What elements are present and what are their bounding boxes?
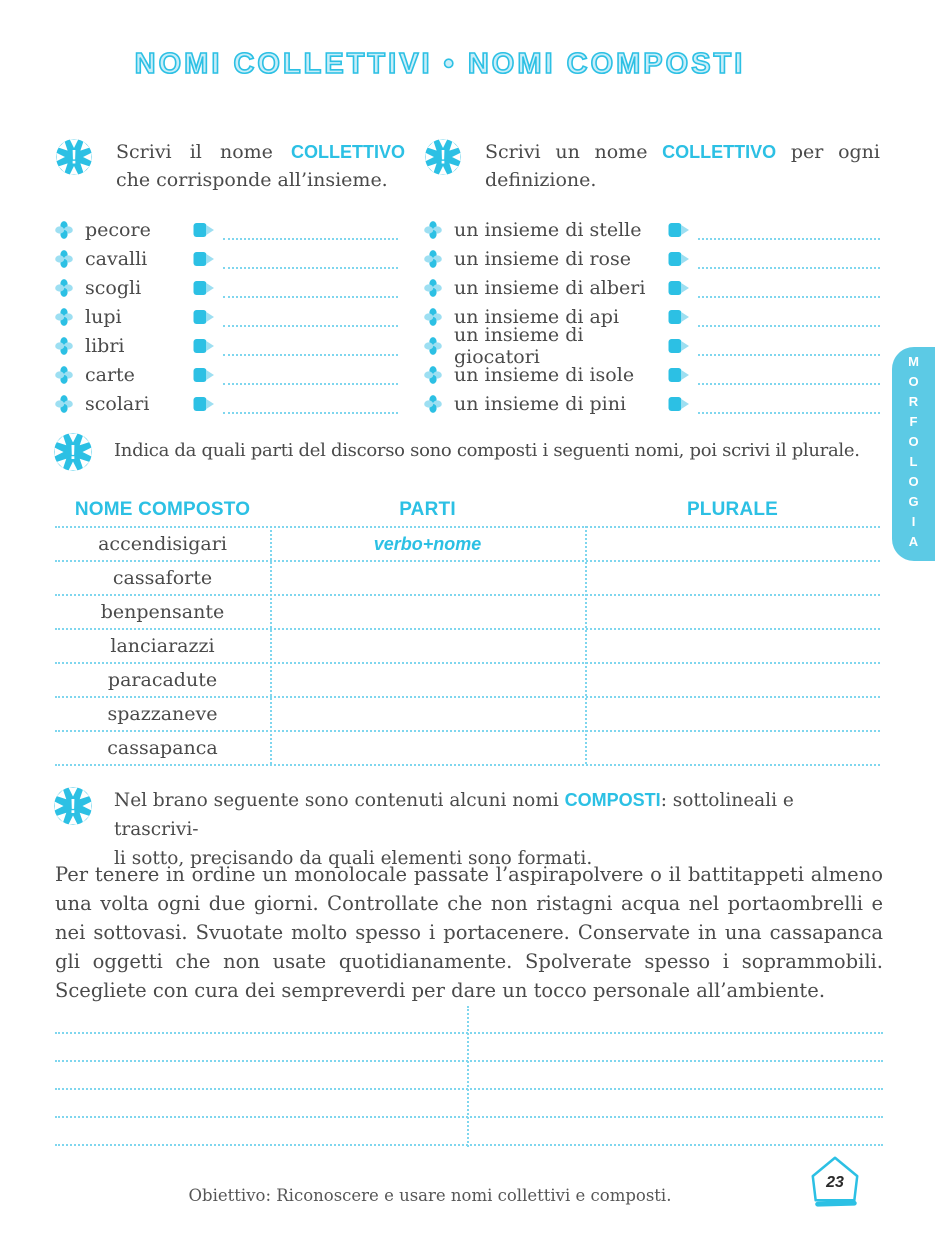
word-label: cavalli	[85, 247, 148, 270]
instruction-text: che corrisponde all’insieme.	[116, 169, 388, 191]
table-row	[55, 596, 880, 630]
cell-parti[interactable]	[270, 596, 585, 628]
answer-column-divider	[467, 1006, 469, 1147]
page-number-house-icon	[806, 1151, 864, 1209]
cell-parti[interactable]	[270, 698, 585, 730]
answer-blank[interactable]	[698, 394, 880, 414]
answer-line[interactable]	[55, 1034, 883, 1062]
svg-text:!: !	[70, 147, 78, 169]
answer-blank[interactable]	[698, 249, 880, 269]
answer-blank[interactable]	[223, 365, 398, 385]
answer-blank[interactable]	[223, 220, 398, 240]
section-tab-morfologia	[892, 347, 935, 561]
pencil-icon	[668, 280, 690, 296]
instruction-text: Scrivi il nome	[116, 141, 273, 163]
instruction-text: per ogni definizione.	[485, 141, 881, 191]
cell-plurale[interactable]	[585, 630, 880, 662]
definition-label: un insieme di stelle	[454, 218, 642, 241]
list-item	[55, 302, 398, 331]
cell-plurale[interactable]	[585, 562, 880, 594]
list-item	[424, 389, 880, 418]
keyword-collettivo: COLLETTIVO	[662, 142, 777, 162]
clover-bullet-icon	[424, 337, 442, 355]
list-item	[55, 244, 398, 273]
clover-bullet-icon	[424, 308, 442, 326]
definition-label: un insieme di giocatori	[454, 323, 584, 368]
instruction-text: Scrivi un nome	[485, 141, 648, 163]
answer-line[interactable]	[55, 1118, 883, 1146]
exercise1-list	[55, 215, 398, 418]
cell-parti[interactable]	[270, 630, 585, 662]
list-item	[424, 273, 880, 302]
word-label: pecore	[85, 218, 151, 241]
pencil-icon	[193, 309, 215, 325]
clover-bullet-icon	[424, 221, 442, 239]
answer-blank[interactable]	[698, 220, 880, 240]
clover-bullet-icon	[55, 366, 73, 384]
list-item	[424, 244, 880, 273]
answer-blank[interactable]	[223, 278, 398, 298]
cell-nome-composto: accendisigari	[98, 533, 227, 555]
pencil-icon	[193, 222, 215, 238]
definition-label: un insieme di isole	[454, 363, 635, 386]
footer-objective: Obiettivo: Riconoscere e usare nomi collettivi e composti.	[188, 1186, 672, 1205]
cell-plurale[interactable]	[585, 596, 880, 628]
word-label: carte	[85, 363, 135, 386]
pencil-icon	[668, 367, 690, 383]
cell-nome-composto: cassaforte	[112, 567, 213, 589]
table-row	[55, 732, 880, 766]
page-number: 23	[826, 1174, 844, 1191]
pencil-icon	[668, 309, 690, 325]
clover-bullet-icon	[55, 279, 73, 297]
cell-parti[interactable]: verbo+nome	[373, 533, 482, 554]
cell-plurale[interactable]	[585, 732, 880, 764]
list-item	[55, 360, 398, 389]
table-row	[55, 698, 880, 732]
list-item	[424, 215, 880, 244]
col-header-nome-composto: NOME COMPOSTO	[74, 499, 251, 520]
exercise1-header	[55, 138, 407, 194]
cell-plurale[interactable]	[585, 528, 880, 560]
pencil-icon	[668, 251, 690, 267]
answer-blank[interactable]	[223, 394, 398, 414]
list-item	[424, 323, 880, 368]
list-item	[55, 331, 398, 360]
sun-exclamation-icon	[424, 138, 462, 176]
answer-blank[interactable]	[698, 307, 880, 327]
compound-nouns-table	[55, 494, 880, 764]
answer-blank[interactable]	[223, 307, 398, 327]
section-tab-label: MORFOLOGIA	[906, 354, 921, 554]
answer-blank[interactable]	[223, 336, 398, 356]
definition-label: un insieme di pini	[454, 392, 627, 415]
table-row	[55, 562, 880, 596]
cell-parti[interactable]	[270, 562, 585, 594]
answer-line[interactable]	[55, 1090, 883, 1118]
exercise2-header	[424, 138, 882, 194]
word-label: scolari	[85, 392, 150, 415]
sun-exclamation-icon	[53, 786, 91, 824]
word-label: scogli	[85, 276, 142, 299]
list-item	[55, 273, 398, 302]
pencil-icon	[668, 338, 690, 354]
answer-blank[interactable]	[223, 249, 398, 269]
sun-exclamation-icon	[55, 138, 93, 176]
list-item	[55, 389, 398, 418]
keyword-collettivo: COLLETTIVO	[291, 142, 405, 162]
cell-parti[interactable]	[270, 664, 585, 696]
table-row	[55, 664, 880, 698]
clover-bullet-icon	[55, 395, 73, 413]
answer-area	[55, 1006, 883, 1147]
pencil-icon	[668, 222, 690, 238]
answer-line[interactable]	[55, 1062, 883, 1090]
instruction-text: : sottolineali e trascrivi-	[114, 790, 794, 840]
table-row	[55, 528, 880, 562]
cell-nome-composto: lanciarazzi	[110, 635, 215, 657]
exercise2-instruction	[485, 138, 880, 194]
clover-bullet-icon	[424, 366, 442, 384]
clover-bullet-icon	[55, 308, 73, 326]
table-column-divider	[585, 526, 587, 764]
exercise2-list	[424, 215, 880, 418]
answer-blank[interactable]	[698, 278, 880, 298]
answer-line[interactable]	[55, 1006, 883, 1034]
col-header-parti: PARTI	[399, 499, 456, 520]
svg-text:!: !	[69, 442, 77, 464]
exercise3-instruction: Indica da quali parti del discorso sono composti i seguenti nomi, poi scrivi il plurale.	[114, 440, 860, 461]
instruction-text: li sotto, precisando da quali elementi sono formati.	[114, 848, 593, 869]
cell-nome-composto: benpensante	[100, 601, 225, 623]
cell-nome-composto: spazzaneve	[107, 703, 218, 725]
pencil-icon	[193, 251, 215, 267]
table-column-divider	[270, 526, 272, 764]
svg-text:!: !	[69, 796, 77, 818]
word-label: libri	[85, 334, 125, 357]
clover-bullet-icon	[424, 395, 442, 413]
cell-plurale[interactable]	[585, 664, 880, 696]
keyword-composti: COMPOSTI	[564, 790, 661, 810]
cell-parti[interactable]	[270, 732, 585, 764]
list-item	[424, 360, 880, 389]
definition-label: un insieme di api	[454, 305, 620, 328]
col-header-plurale: PLURALE	[686, 499, 779, 520]
instruction-text: Nel brano seguente sono contenuti alcuni nomi	[114, 790, 559, 811]
exercise3-header	[53, 432, 885, 470]
cell-nome-composto: cassapanca	[107, 737, 218, 759]
answer-blank[interactable]	[698, 365, 880, 385]
pencil-icon	[193, 396, 215, 412]
pencil-icon	[193, 367, 215, 383]
pencil-icon	[668, 396, 690, 412]
answer-blank[interactable]	[698, 336, 880, 356]
clover-bullet-icon	[55, 221, 73, 239]
table-row	[55, 630, 880, 664]
cell-nome-composto: paracadute	[107, 669, 218, 691]
sun-exclamation-icon	[53, 432, 91, 470]
table-body	[55, 526, 880, 766]
clover-bullet-icon	[55, 250, 73, 268]
pencil-icon	[193, 280, 215, 296]
pencil-icon	[193, 338, 215, 354]
definition-label: un insieme di rose	[454, 247, 631, 270]
word-label: lupi	[85, 305, 122, 328]
page-title: NOMI COLLETTIVI • NOMI COMPOSTI	[134, 48, 746, 80]
clover-bullet-icon	[55, 337, 73, 355]
clover-bullet-icon	[424, 250, 442, 268]
exercise1-instruction	[116, 138, 405, 194]
list-item	[55, 215, 398, 244]
svg-text:!: !	[439, 147, 447, 169]
definition-label: un insieme di alberi	[454, 276, 646, 299]
exercise4-passage: Per tenere in ordine un monolocale passate l’aspirapolvere o il battitappeti almeno una volta ogni due giorni. Controllate che non ristagni acqua nel portaombrelli e nei sottovasi. Svuotate molto spesso i portacenere. Conservate in una cassapanca gli oggetti che non usate quotidianamente. Spolverate spesso i soprammobili. Scegliete con cura dei sempreverdi per dare un tocco personale all’ambiente.	[55, 863, 883, 1002]
table-header-row	[55, 494, 880, 526]
cell-plurale[interactable]	[585, 698, 880, 730]
clover-bullet-icon	[424, 279, 442, 297]
